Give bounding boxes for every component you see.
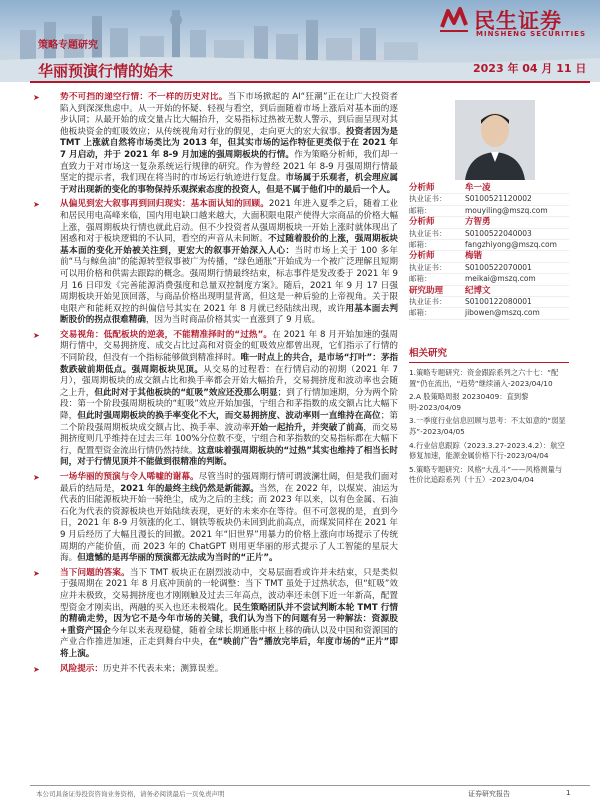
summary-paragraph bbox=[30, 199, 398, 327]
logo-text-en: MINSHENG SECURITIES bbox=[476, 30, 586, 38]
related-research-item[interactable]: 4.行业信息跟踪（2023.3.27-2023.4.2）：航空修复加速，能源金属价格下行-2023/04/04 bbox=[409, 440, 565, 461]
paragraph-text: 这意味着强周期板块的“过热”其实也维持了相当长时间，对于行情见顶并不能做到很精准的判断。 bbox=[60, 445, 398, 468]
analyst-field-label: 邮箱： bbox=[409, 205, 432, 215]
analyst-list bbox=[409, 183, 569, 320]
analyst-field-value: S0100522040003 bbox=[465, 228, 532, 238]
analyst-field-label: 研究助理 bbox=[409, 285, 444, 296]
analyst-name-row bbox=[409, 251, 569, 262]
analyst-field-label: 邮箱： bbox=[409, 274, 432, 284]
paragraph-text: 民生策略团队并不尝试判断本轮 TMT 行情的精确走势，因为它不是今年市场的关键，我们认为当下的问题有另一种解法：资源股+重资产国企 bbox=[60, 602, 398, 636]
analyst-field-value: 纪博文 bbox=[465, 285, 491, 296]
header-divider bbox=[30, 81, 590, 83]
report-category: 策略专题研究 bbox=[38, 40, 98, 51]
analyst-email-row bbox=[409, 274, 569, 285]
analyst-email-link[interactable]: fangzhiyong@mszq.com bbox=[465, 239, 557, 249]
related-research-item[interactable]: 5.策略专题研究：风格“大乱斗”——风格测量与性价比追踪系列（十五）-2023/04/04 bbox=[409, 464, 563, 485]
paragraph-text: 今年以来表现稳健，随着全球长期通胀中枢上移的确认以及中国和资源国的产业合作推进加速，正走到舞台中央， bbox=[60, 625, 398, 648]
analyst-name-row bbox=[409, 217, 569, 228]
paragraph-text: 但此时对于其他板块的“虹吸”效应还没那么明显 bbox=[94, 387, 278, 398]
analyst-email-link[interactable]: mouyiling@mszq.com bbox=[465, 205, 548, 215]
related-research-item[interactable]: 3.一季度行业信息回顾与思考：不太如意的“弱显苏”-2023/04/05 bbox=[409, 416, 566, 436]
paragraph-text: 作为策略分析师，我们却一直致力于对市场这一复杂系统运行规律的研究。作为曾经 2021 年 8-9 月强周期行情最坚定的提示者，我们现在将当时的市场运行轨迹进行复盘。 bbox=[60, 149, 398, 184]
paragraph-text: 当下 TMT 板块正在剧烈波动中，交易层面看或许并未结束，只是类似于强周期在 2021 年 8 月底冲顶前的一轮调整：当下 TMT 虽处于过热状态，但“虹吸”效应并未极致，交易拥挤度也才刚刚触及过去三年高点，波动率还未创下近一年新高，配置型资金才刚卖出，两融的买入也还未极端化。 bbox=[60, 567, 398, 613]
analyst-cert-row bbox=[409, 229, 569, 240]
minsheng-logo-icon bbox=[438, 5, 470, 35]
analyst-field-value: 方智勇 bbox=[465, 217, 491, 228]
paragraph-text: 但此时强周期板块的换手率变化不大，而交易拥挤度、波动率则一直维持在高位 bbox=[77, 411, 381, 422]
paragraph-text: ；第二个阶段强周期板块成交额占比、换手率、波动率 bbox=[60, 411, 398, 433]
footer-disclaimer: 本公司具备证券投资咨询业务资格，请务必阅读最后一页免责声明 bbox=[36, 790, 225, 798]
bullet-arrow-icon: ➤ bbox=[33, 568, 40, 578]
bullet-arrow-icon: ➤ bbox=[33, 200, 40, 210]
paragraph-text: ，而交易拥挤度则几乎维持在过去三年 100%分位数不变，宁组合和茅指数的交易指标都在大幅下行，配置型资金流出行情仍然持续。 bbox=[60, 422, 398, 456]
analyst-email-link[interactable]: jibowen@mszq.com bbox=[465, 308, 540, 318]
related-research-item[interactable]: 1.策略专题研究：资金跟踪系列之六十七：“配置”仍在流出，“趋势”继续涌入-2023/04/10 bbox=[409, 368, 559, 388]
paragraph-text: 不过随着股价的上涨，强周期板块基本面的变化开始被关注到，更宏大的叙事开始深入人心： bbox=[60, 234, 398, 256]
analyst-email-link[interactable]: meikai@mszq.com bbox=[465, 274, 536, 284]
analyst-cert-row bbox=[409, 263, 569, 274]
analyst-field-label: 邮箱： bbox=[409, 239, 432, 249]
paragraph-text: 当时市场上关于 100 多年前“马与鲸鱼油”的能源转型叙事被广为传播，“绿色通胀”开始成为一个被广泛理解且短期可以用价格和供需去跟踪的概念。强周期行情最终结束，标志事件是发改委于 2021 年 9 月 16 日印发《完善能源消费强度和总量双控制度方案》。随后，2021 年 9 月 17 日强周期板块开始见顶回落，与商品价格出现明显背离，但这是一种后验的上帝视角。关于限电限产和能耗双控的纠偏信号其实在 2021 年 8 月就已经陆续出现，或许 bbox=[60, 245, 398, 314]
report-date: 2023 年 04 月 11 日 bbox=[473, 62, 587, 75]
analyst-email-row bbox=[409, 240, 569, 251]
analyst-field-value: 牟一凌 bbox=[465, 183, 491, 193]
analyst-field-label: 执业证书： bbox=[409, 262, 447, 272]
footer-label: 证券研究报告 bbox=[468, 790, 510, 798]
bullet-arrow-icon: ➤ bbox=[33, 473, 40, 482]
paragraph-heading: 从偏见到宏大叙事再到回归现实：基本面认知的回顾。 bbox=[60, 199, 269, 210]
bullet-arrow-icon: ➤ bbox=[33, 93, 40, 102]
summary-paragraph bbox=[30, 568, 398, 661]
summary-paragraph bbox=[30, 330, 398, 469]
paragraph-text: 历史并不代表未来；测算误差。 bbox=[102, 663, 224, 674]
paragraph-text: 市场属于乐观者，机会理应属于对出现新的变化的事物保持乐观探索态度的投资人，但是不属于他们中的最后一个人。 bbox=[60, 173, 398, 195]
related-research-title: 相关研究 bbox=[409, 345, 569, 363]
analyst-field-label: 执业证书： bbox=[409, 194, 447, 204]
paragraph-text: 唯一时点上的共合，是市场“打叶”：茅指数跌破前期低点。强周期板块见顶。 bbox=[60, 353, 398, 375]
analyst-portrait-icon bbox=[455, 100, 535, 180]
analyst-email-row bbox=[409, 308, 569, 319]
paragraph-text: 当下市场掀起的 AI“狂潮”正在让广大投资者陷入到深深焦虑中。从一开始的怀疑、轻视与看空，到后面随着市场上涨后对基本面的逐步认同；从最开始的成交量占比大幅抬升，交易指标过热被无数人警示，到后面呈现对其他板块资金的虹吸效应；从传统视角对行业的假见，走向更大的宏大叙事。 bbox=[60, 92, 398, 137]
report-summary bbox=[30, 92, 398, 752]
footer-divider bbox=[30, 785, 590, 786]
paragraph-text: 从交易的过程看：在行情启动的初期（2021 年 7 月），强周期板块的成交额占比和换手率都会开始大幅抬升，交易拥挤度和波动率也会随之上升， bbox=[60, 364, 398, 398]
analyst-field-label: 邮箱： bbox=[409, 308, 432, 318]
analyst-field-value: S0100522070001 bbox=[465, 262, 532, 272]
paragraph-heading: 当下问题的答案。 bbox=[60, 567, 130, 578]
brand-logo bbox=[438, 4, 598, 38]
paragraph-text: 投资者因为是 TMT 上涨就自然将市场类比为 2013 年，但其实市场的运作特征更类似于在 2021 年 7 月启动，并于 2021 年 8-9 月加速的强周期板块的行情。 bbox=[60, 126, 398, 160]
paragraph-text: 但遗憾的是再华丽的预演都无法成为当时的“正片”。 bbox=[77, 553, 278, 564]
paragraph-text: 在 2021 年 8 月开始加速的强周期行情中，交易拥挤度、成交占比过高和对资金的虹吸效应都曾出现，它们指示了行情的不同阶段，但没有一个指标能够做到精准择时。 bbox=[60, 329, 398, 364]
report-title: 华丽预演行情的始末 bbox=[38, 62, 174, 80]
paragraph-text: ，因为当时商品价格其实一直涨到了 9 月底。 bbox=[145, 315, 321, 326]
analyst-field-label: 执业证书： bbox=[409, 228, 447, 238]
analyst-field-label: 分析师 bbox=[409, 183, 435, 193]
paragraph-text: 2021 年的最终主线仍然是新能源。 bbox=[120, 483, 259, 494]
paragraph-heading: 交易视角：低配板块的逆袭，不能精准择时的“过热”。 bbox=[60, 329, 273, 340]
summary-paragraph bbox=[30, 472, 398, 565]
analyst-field-label: 分析师 bbox=[409, 251, 435, 262]
related-research-item[interactable]: 2.A 股策略周报 20230409：直到黎明-2023/04/09 bbox=[409, 392, 529, 412]
paragraph-text: ；到了行情加速期，分为两个阶段：第一个阶段强周期板块的“虹吸”效应开始加强，宁组合和茅指数的成交额占比大幅下降， bbox=[60, 387, 398, 422]
analyst-cert-row bbox=[409, 297, 569, 308]
analyst-field-value: S0100521120002 bbox=[465, 194, 532, 204]
paragraph-text: 尽管当时的强周期行情可谓波澜壮阔，但是我们面对最后的结局是， bbox=[60, 472, 398, 494]
analyst-field-label: 执业证书： bbox=[409, 296, 447, 306]
analyst-field-value: 梅锴 bbox=[465, 251, 483, 262]
logo-text-cn: 民生证券 bbox=[474, 9, 562, 33]
paragraph-text: 当然，在 2022 年，以煤炭、油运为代表的旧能源板块开始一骑绝尘，成为之后的主线；而 2023 年以来，以有色金属、石油石化为代表的资源板块也开始陆续表现，更好的未来亦在等待。但不可忽视的是，直到今日，2021 年 8-9 月领涨的化工、钢铁等板块仍未回到此前高点，而煤炭同样在 2021 年 9 月后经历了大幅且漫长的回撤。2021 年“旧世界”用暴力的价格上涨向市场提示了传统周期的产能价值，而 2023 年的 ChatGPT 则用更华丽的形式提示了人工智能的星辰大海。 bbox=[60, 483, 398, 564]
analyst-photo bbox=[455, 100, 535, 180]
analyst-field-label: 分析师 bbox=[409, 217, 435, 228]
summary-paragraph bbox=[30, 92, 398, 196]
analyst-name-row bbox=[409, 183, 569, 194]
paragraph-text: 开始一起抬升，并突破了前高 bbox=[250, 422, 364, 433]
summary-paragraph bbox=[30, 664, 398, 676]
paragraph-heading: 一场华丽的预演与令人唏嘘的谢幕。 bbox=[60, 472, 199, 482]
paragraph-text: 2021 年进入夏季之后，随着工业和居民用电高峰来临，国内用电缺口越来越大，大面积限电限产使得大宗商品的价格大幅上涨，强周期板块行情也就此启动。但不少投资者从强周期板块一开始上涨时就体现出了困惑和对于板块逻辑的不认同，看空的声音从未间断。 bbox=[60, 199, 398, 245]
paragraph-text: 在“映前广告”播放完毕后，年度市场的“正片”即将上演。 bbox=[60, 637, 398, 659]
analyst-name-row bbox=[409, 286, 569, 297]
related-research bbox=[409, 345, 569, 489]
page-number: 1 bbox=[566, 789, 571, 797]
paragraph-heading: 势不可挡的递空行情：不一样的历史对比。 bbox=[60, 92, 228, 102]
analyst-cert-row bbox=[409, 194, 569, 205]
bullet-arrow-icon: ➤ bbox=[33, 664, 40, 674]
paragraph-heading: 风险提示： bbox=[60, 663, 103, 674]
analyst-email-row bbox=[409, 206, 569, 217]
analyst-field-value: S0100122080001 bbox=[465, 296, 532, 306]
paragraph-text: 用基本面去判断股价的拐点很难精确 bbox=[60, 303, 398, 326]
bullet-arrow-icon: ➤ bbox=[33, 330, 40, 340]
